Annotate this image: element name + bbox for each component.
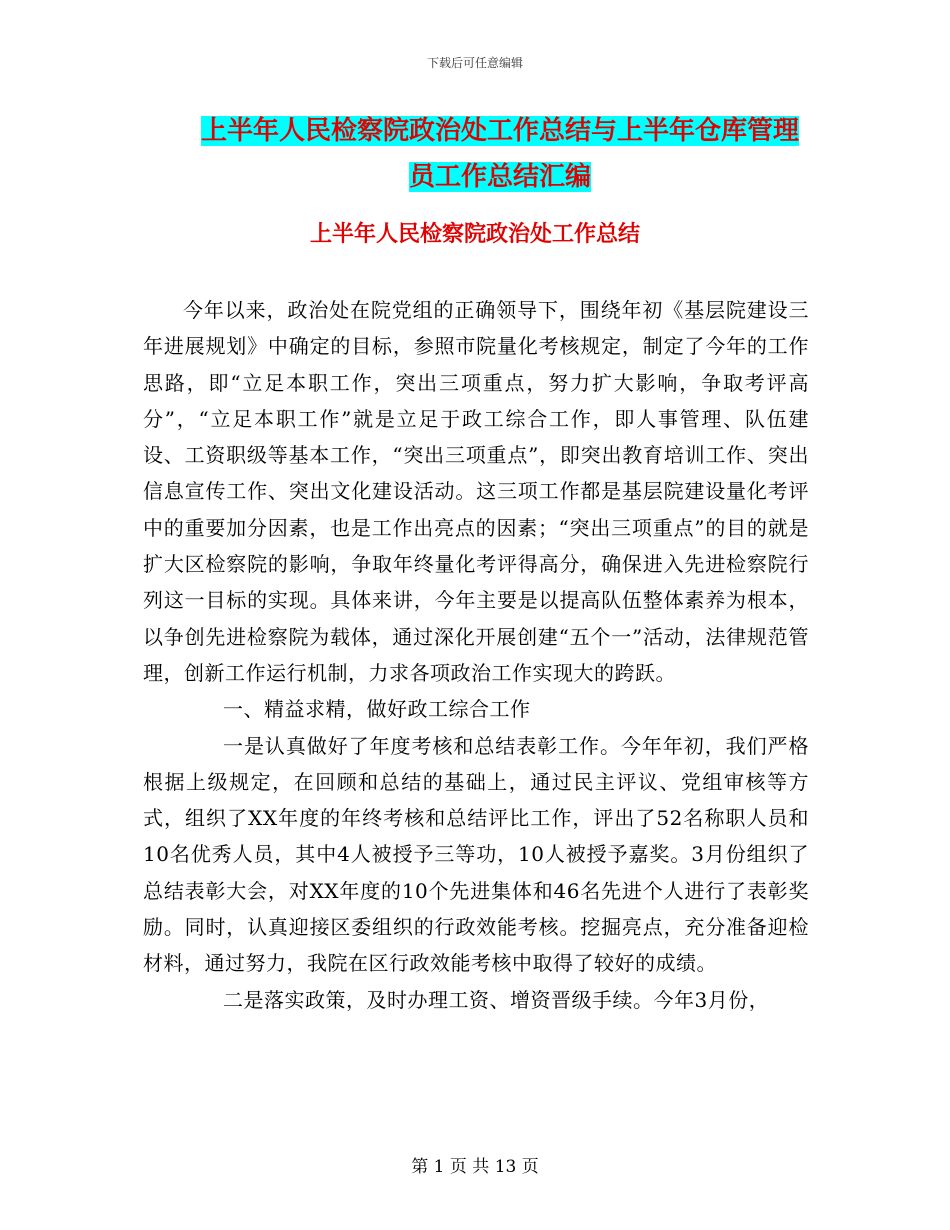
document-title-line-2: 员工作总结汇编 — [408, 162, 591, 192]
paragraph-salary: 二是落实政策，及时办理工资、增资晋级手续。今年3月份， — [223, 987, 770, 1012]
document-body — [143, 292, 809, 1018]
document-title — [120, 108, 880, 200]
paragraph-intro: 今年以来，政治处在院党组的正确领导下，围绕年初《基层院建设三年进展规划》中确定的目标，参照市院量化考核规定，制定了今年的工作思路，即“立足本职工作，突出三项重点，努力扩大影响，争取考评高分”，“立足本职工作”就是立足于政工综合工作，即人事管理、队伍建设、工资职级等基本工作，“突出三项重点”，即突出教育培训工作、突出信息宣传工作、突出文化建设活动。这三项工作都是基层院建设量化考评中的重要加分因素，也是工作出亮点的因素；“突出三项重点”的目的就是扩大区检察院的影响，争取年终量化考评得高分，确保进入先进检察院行列这一目标的实现。具体来讲，今年主要是以提高队伍整体素养为根本，以争创先进检察院为载体，通过深化开展创建“五个一”活动，法律规范管理，创新工作运行机制，力求各项政治工作实现大的跨跃。 — [143, 298, 809, 685]
section-title: 上半年人民检察院政治处工作总结 — [309, 222, 640, 247]
paragraph-appraisal: 一是认真做好了年度考核和总结表彰工作。今年年初，我们严格根据上级规定，在回顾和总结的基础上，通过民主评议、党组审核等方式，组织了XX年度的年终考核和总结评比工作，评出了52名称职人员和10名优秀人员，其中4人被授予三等功，10人被授予嘉奖。3月份组织了总结表彰大会，对XX年度的10个先进集体和46名先进个人进行了表彰奖励。同时，认真迎接区委组织的行政效能考核。挖掘亮点，充分准备迎检材料，通过努力，我院在区行政效能考核中取得了较好的成绩。 — [143, 733, 809, 976]
document-title-line-1: 上半年人民检察院政治处工作总结与上半年仓库管理 — [200, 116, 799, 146]
subheading-1: 一、精益求精，做好政工综合工作 — [223, 697, 531, 722]
header-note: 下载后可任意编辑 — [426, 56, 523, 70]
page-number: 第 1 页 共 13 页 — [411, 1157, 539, 1177]
